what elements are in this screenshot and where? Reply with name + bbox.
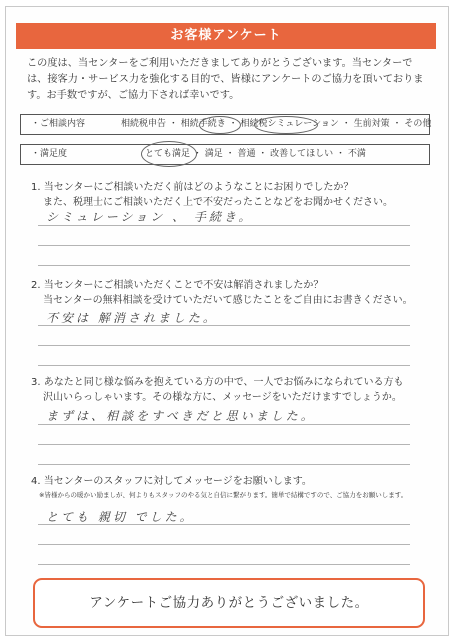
answer-2: 不安は 解消されました。 bbox=[46, 311, 218, 325]
consultation-options: 相続税申告 ・ 相続手続き ・ 相続税シミュレーション ・ 生前対策 ・ その他 bbox=[121, 119, 432, 129]
answer-line bbox=[38, 564, 410, 565]
answer-line bbox=[38, 524, 410, 525]
question-1 bbox=[31, 180, 431, 210]
question-3-line-2: 沢山いらっしゃいます。その様な方に、メッセージをいただけますでしょうか。 bbox=[43, 392, 402, 403]
answer-3: まずは、相談をすべきだと思いました。 bbox=[46, 409, 316, 423]
question-2 bbox=[31, 278, 431, 308]
selection-circle-simulation bbox=[254, 116, 318, 134]
question-4-note: ※皆様からの暖かい励ましが、何よりもスタッフのやる気と自信に繋がります。簡単で結構ですので、ご協力をお願いします。 bbox=[39, 491, 408, 499]
question-1-line-1: 1. 当センターにご相談いただく前はどのようなことにお困りでしたか？ bbox=[31, 182, 354, 193]
answer-line bbox=[38, 345, 410, 346]
question-4-line-1: 4. 当センターのスタッフに対してメッセージをお願いします。 bbox=[31, 476, 312, 487]
answer-line bbox=[38, 225, 410, 226]
answer-line bbox=[38, 424, 410, 425]
thank-you-banner: アンケートご協力ありがとうございました。 bbox=[33, 578, 425, 628]
question-4 bbox=[31, 474, 431, 500]
answer-line bbox=[38, 365, 410, 366]
question-3 bbox=[31, 375, 431, 405]
answer-line bbox=[38, 265, 410, 266]
selection-circle-procedures bbox=[199, 116, 241, 134]
answer-1: シミュレーション 、 手続き。 bbox=[46, 210, 254, 224]
question-3-line-1: 3. あなたと同じ様な悩みを抱えている方の中で、一人でお悩みになられている方も bbox=[31, 377, 404, 388]
answer-line bbox=[38, 544, 410, 545]
answer-line bbox=[38, 444, 410, 445]
intro-text: この度は、当センターをご利用いただきましてありがとうございます。当センターでは、接客力・サービス力を強化する目的で、皆様にアンケートのご協力を頂いております。お手数ですが、ご協力下されば幸いです。 bbox=[27, 58, 424, 101]
answer-line bbox=[38, 464, 410, 465]
satisfaction-label: ・満足度 bbox=[31, 149, 68, 159]
survey-title: お客様アンケート bbox=[16, 23, 436, 49]
satisfaction-options: とても満足 ・ 満足 ・ 普通 ・ 改善してほしい ・ 不満 bbox=[145, 149, 366, 159]
consultation-box bbox=[20, 114, 430, 135]
answer-line bbox=[38, 245, 410, 246]
question-2-line-1: 2. 当センターにご相談いただくことで不安は解消されましたか？ bbox=[31, 280, 324, 291]
consultation-label: ・ご相談内容 bbox=[31, 119, 86, 129]
answer-line bbox=[38, 325, 410, 326]
question-2-line-2: 当センターの無料相談を受けていただいて感じたことをご自由にお書きください。 bbox=[43, 295, 413, 306]
answer-4: とても 親切 でした。 bbox=[46, 510, 195, 524]
selection-circle-very-satisfied bbox=[141, 141, 197, 167]
satisfaction-box bbox=[20, 144, 430, 165]
question-1-line-2: また、税理士にご相談いただく上で不安だったことなどをお聞かせください。 bbox=[43, 197, 393, 208]
